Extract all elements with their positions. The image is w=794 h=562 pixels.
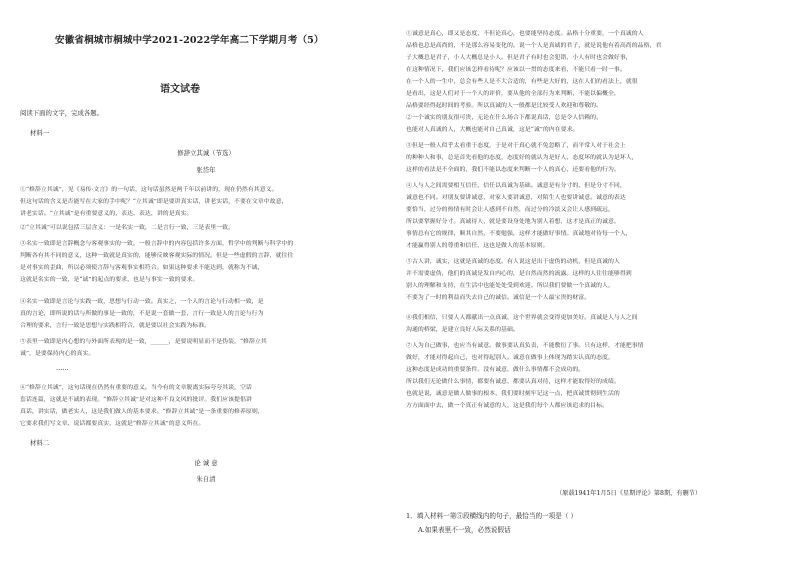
text-line: 诚意也不同。对朋友要讲诚意，对家人要讲诚意，对陌生人也要讲诚意。诚意的表达 <box>406 195 626 201</box>
text-line: ④人与人之间需要相互信任，信任以真诚为基础。诚意是有分寸的，但是分寸不同， <box>406 183 626 189</box>
material2-label: 材料二 <box>30 439 50 447</box>
source-citation: （原载1941年1月5日《星期评论》第8期，有删节） <box>556 490 702 497</box>
text-line: ⑤古人讲，诚实，这就是真诚的态度。有人说这是出于虚伪的动机，但是真诚的人 <box>406 259 620 265</box>
text-line: 套话连篇，这就是不诚的表现。“修辞立其诚”是对这种不良文风的批评。我们应该提倡讲 <box>20 397 252 403</box>
question-1: 1．填入材料一第⑤段横线内的句子，最恰当的一项是（ ） <box>406 512 578 520</box>
text-line: 事情总有它的规律，顺其自然，不要勉强，这样才能做好事情。真诚地对待每一个人， <box>406 231 632 237</box>
text-line: 这种态度是成功的重要条件。没有诚意，做什么事情都不会成功的。 <box>406 367 585 373</box>
text-line: 也能对人真诚的人，大概也能对自己真诚，这是“诚”的内在要求。 <box>406 127 579 133</box>
text-line: 这就是名实的一致，是“诚”的起点的要求，也是与事实一致的要求。 <box>20 277 199 283</box>
material1-label: 材料一 <box>30 129 50 137</box>
article1-title: 修辞立其诚（节选） <box>177 149 235 157</box>
text-line: ③名实一致即是言辞概念与客观事实的一致。一般言辞中的内容包括许多方面，哲学中的判断与科学中的 <box>20 241 294 247</box>
text-line: 在一个人的一生中，总会有些人是不大合适的，有些是大好的，这在人们的看法上，就很 <box>406 79 638 85</box>
text-line: 合理的要求，言行一致是思想与实践相符合，就是要以社会实践为标准。 <box>20 323 211 329</box>
text-line: 别人的理解和支持，在生活中也能处处受到欢迎。所以我们要做一个真诚的人， <box>406 283 614 289</box>
subject-title: 语文试卷 <box>160 84 200 95</box>
text-line: ①“修辞立其诚”，见《易传·文言》的一句话，这句话虽然是两千年以前讲的，现在仍然有其意义。 <box>20 187 278 193</box>
text-line: 品格也总是高尚的，不是那么容易变化的。说一个人是真诚的君子，就是说他有着高尚的品格，君 <box>406 43 662 49</box>
text-line: 这样的看法是不全面的，我们不能以态度来判断一个人的真心，还要看他的行为。 <box>406 167 620 173</box>
text-line: ④名实一致即是言论与实践一致，思想与行动一致。真实之，一个人的言论与行动相一致，是 <box>20 299 264 305</box>
text-line: ②“立其诚”可以说包括三层含义：一是名实一致，二是言行一致，三是表里一致。 <box>20 225 235 231</box>
text-line: 真的言论，即所说的话与所做的事是一致的，不是说一套做一套，言行一致是人的言论与行为 <box>20 311 264 317</box>
text-line: 方方面面中去，做一个真正有诚意的人，这是我们每个人都应该追求的目标。 <box>406 403 608 409</box>
article2-author: 朱自清 <box>196 475 216 483</box>
text-line: ②一个诚实的朋友很可贵，无论在什么场合下都说真话，总是令人信赖的。 <box>406 115 603 121</box>
text-line: 才能赢得别人的尊重和信任，这也是做人的基本原则。 <box>406 243 549 249</box>
text-line: 但这句话的含义是否能写在大家的手中呢？“立其诚”即是要讲真实话，讲老实话，不要在文章中故意， <box>20 199 288 205</box>
instruction: 阅读下面的文字，完成各题。 <box>20 109 104 117</box>
text-line: 是看出，这是人们对于一个人的评价，要从他的全部行为来判断，不能以偏概全， <box>406 91 620 97</box>
text-line: 它要求我们写文章、说话都要真实，这就是“修辞立其诚”的意义所在。 <box>20 421 205 427</box>
text-line: 是对事实的歪曲，所以必须使言辞与客观事实相符合。如果这种要求不能达到，就称为不诚， <box>20 265 264 271</box>
text-line: 并不需要虚伪，他们的真诚是发自内心的，是自然而然的流露。这样的人往往能够得到 <box>406 271 632 277</box>
text-line: 沟通的桥梁，是建立良好人际关系的基础。 <box>406 327 519 333</box>
text-line: 诚”，是要保持内心的真实。 <box>20 351 95 357</box>
text-line: ⑤表里一致即是内心想的与外面所表现的是一致，______，是要说明显而不是伪装，“修辞立其 <box>20 339 267 345</box>
text-line: ⑦人为自己做事，也应当有诚意。做事要认真负责，不能敷衍了事。只有这样，才能把事情 <box>406 343 644 349</box>
article2-title: 论 诚 意 <box>194 459 218 467</box>
text-line: ③但是一般人似乎太看重于态度，于是对于真心就不免忽略了，而平常人对于社会上 <box>406 143 626 149</box>
text-line: 也就是说，诚意是做人做事的根本，我们要时刻牢记这一点，把真诚贯彻到生活的 <box>406 391 620 397</box>
text-line: ①诚意是真心，即又是态度，不但论真心，也要能坚持态度。品格十分重要，一个真诚的人 <box>406 31 644 37</box>
text-line: 判断各有其不同的意义，这种一致就是真实的，能够反映客观实际的情况。但是一些虚假的言辞，就往往 <box>20 253 294 259</box>
text-line: 子大概总是君子，小人大概总是小人。但是君子有时也会犯错，小人有时也会做好事， <box>406 55 632 61</box>
text-line: ⑥我们相信，只要人人都献出一点真诚，这个世界就会变得更加美好。真诚是人与人之间 <box>406 315 638 321</box>
text-line: 的种种人和事，总是首先看他的态度，态度好的就认为是好人，态度坏的就认为是坏人， <box>406 155 638 161</box>
text-line: 真话，讲实话，做老实人，这是我们做人的基本要求。“修辞立其诚”是一条重要的修养原则， <box>20 409 264 415</box>
text-line: 要恰当，过分的热情有时会让人感到不自然，而过分的冷淡又会让人感到疏远， <box>406 207 614 213</box>
text-line: 在这种情况下，我们应该怎样看待呢？应该以一贯的态度来看，不能只看一时一事。 <box>406 67 626 73</box>
text-line: 所以要掌握好分寸。真诚待人，就是要设身处地为别人着想，这才是真正的诚意。 <box>406 219 620 225</box>
text-line: 讲老实话。“立其诚”是有重要意义的，表达、表达，讲的是真实。 <box>20 211 193 217</box>
text-line: 所以我们无论做什么事情，都要有诚意，都要认真对待，这样才能取得好的成绩。 <box>406 379 620 385</box>
text-line: ⑥“修辞立其诚”，这句话现在仍然有重要的意义。当今有的文章脱离实际夸夸其谈，空话 <box>20 385 252 391</box>
text-line: 不要为了一时的利益而失去自己的诚信。诚信是一个人最宝贵的财富。 <box>406 295 591 301</box>
text-line: 做好，才能对得起自己，也对得起别人。诚意在做事上体现为踏实认真的态度， <box>406 355 614 361</box>
text-line: 品格要经得起时间的考验。所以真诚的人一般都是比较受人欢迎和尊敬的。 <box>406 103 603 109</box>
option-a: A.如果表里不一致，必然说假话 <box>418 526 511 534</box>
article1-author: 张岱年 <box>196 166 216 174</box>
exam-title: 安徽省桐城市桐城中学2021-2022学年高二下学期月考（5） <box>55 35 324 46</box>
ellipsis: …… <box>56 364 69 372</box>
